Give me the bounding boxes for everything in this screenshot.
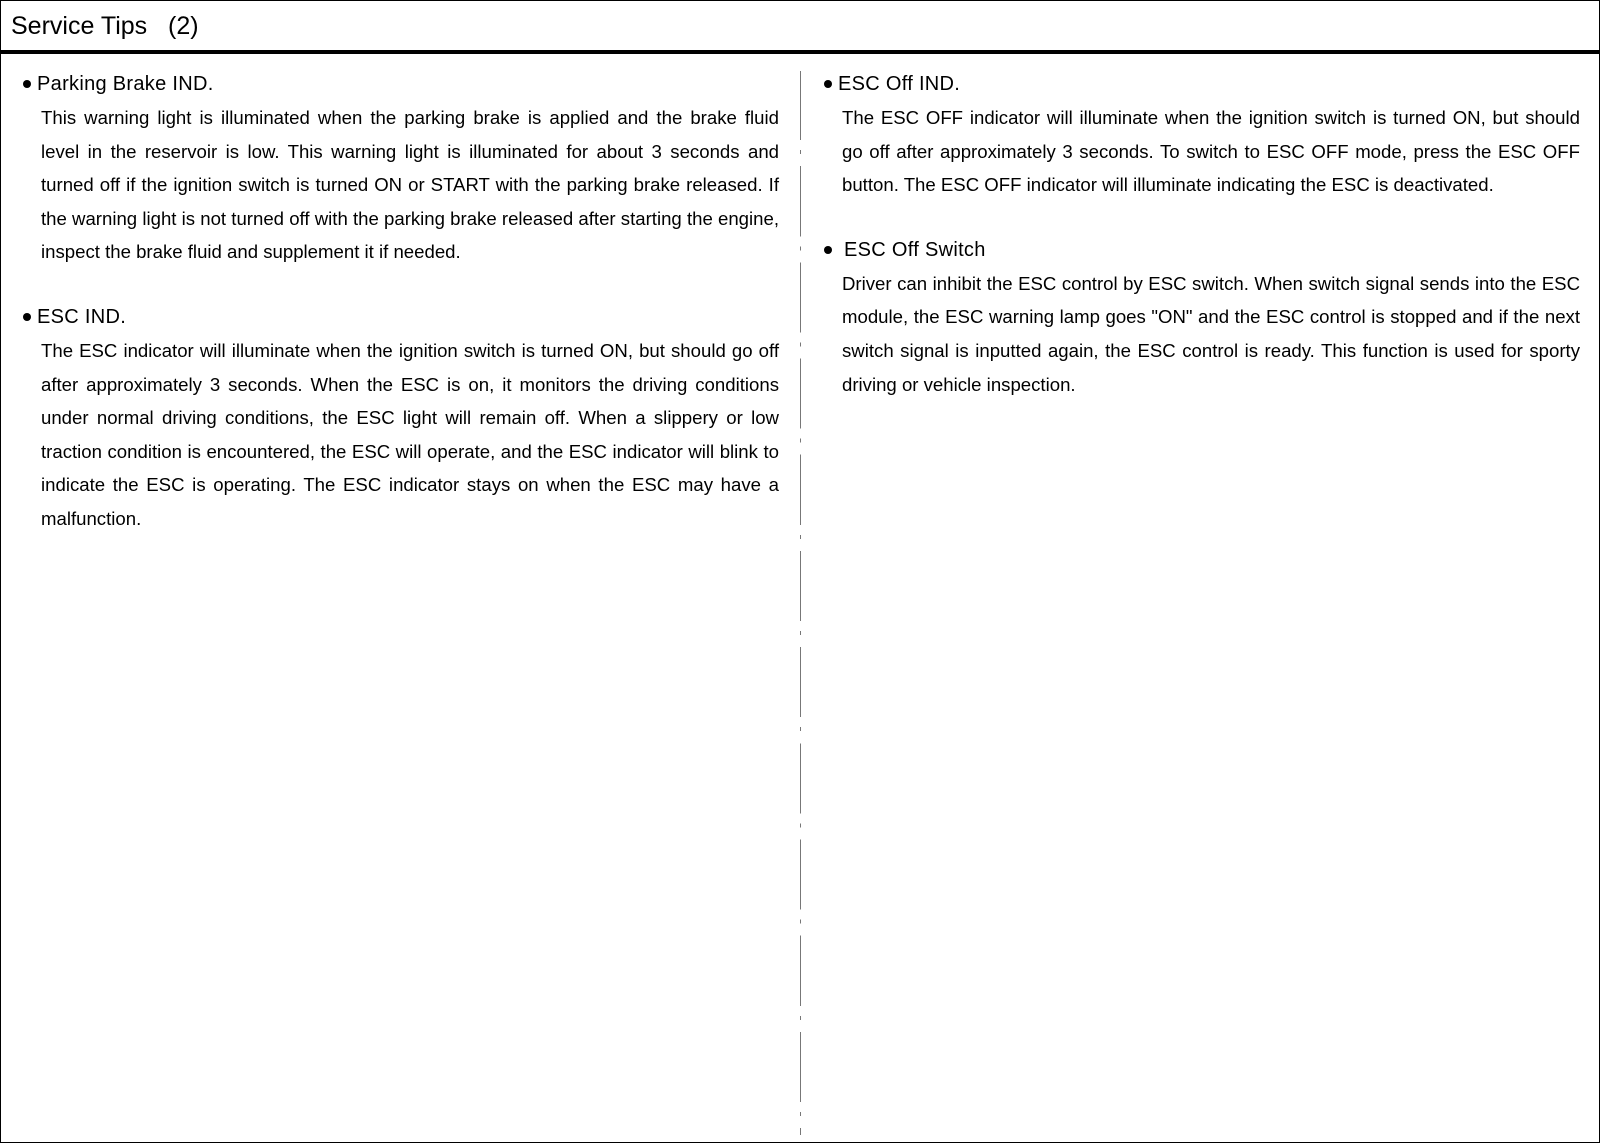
section-body: This warning light is illuminated when the parking brake is applied and the brake fluid level in the reservoir is low. This warning light is illuminated for about 3 seconds and turned off if the ignition switch is turned ON or START with the parking brake released. If the warning light is not turned off with the parking brake released after starting the engine, inspect the brake fluid and supplement it if needed. bbox=[41, 107, 779, 263]
section-esc-off-ind bbox=[824, 69, 1580, 202]
section-title: ESC Off Switch bbox=[844, 238, 986, 261]
right-column bbox=[824, 69, 1580, 401]
section-title: ESC Off IND. bbox=[838, 73, 961, 95]
section-title: Parking Brake IND. bbox=[37, 73, 214, 95]
bullet-icon bbox=[23, 313, 31, 321]
section-body: Driver can inhibit the ESC control by ESC switch. When switch signal sends into the ESC module, the ESC warning lamp goes "ON" and the ESC control is stopped and if the next switch signal is inputted again, the ESC control is ready. This function is used for sporty driving or vehicle inspection. bbox=[842, 272, 1580, 395]
section-body: The ESC indicator will illuminate when the ignition switch is turned ON, but should go off after approximately 3 seconds. When the ESC is on, it monitors the driving conditions under normal driving conditions, the ESC light will remain off. When a slippery or low traction condition is encountered, the ESC will operate, and the ESC indicator will blink to indicate the ESC is operating. The ESC indicator stays on when the ESC may have a malfunction. bbox=[41, 339, 779, 529]
bullet-icon bbox=[824, 80, 832, 88]
section-esc-ind bbox=[23, 302, 779, 536]
header-bar bbox=[1, 1, 1599, 54]
bullet-icon bbox=[824, 246, 832, 254]
section-title: ESC IND. bbox=[37, 305, 127, 328]
section-esc-off-switch bbox=[824, 235, 1580, 401]
section-body: The ESC OFF indicator will illuminate when the ignition switch is turned ON, but should go off after approximately 3 seconds. To switch to ESC OFF mode, press the ESC OFF button. The ESC OFF indicator will illuminate indicating the ESC is deactivated. bbox=[842, 107, 1580, 196]
column-divider bbox=[800, 71, 801, 1135]
bullet-icon bbox=[23, 80, 31, 88]
left-column bbox=[23, 69, 779, 536]
section-parking-brake-ind bbox=[23, 69, 779, 269]
page-title: Service Tips (2) bbox=[11, 12, 199, 40]
